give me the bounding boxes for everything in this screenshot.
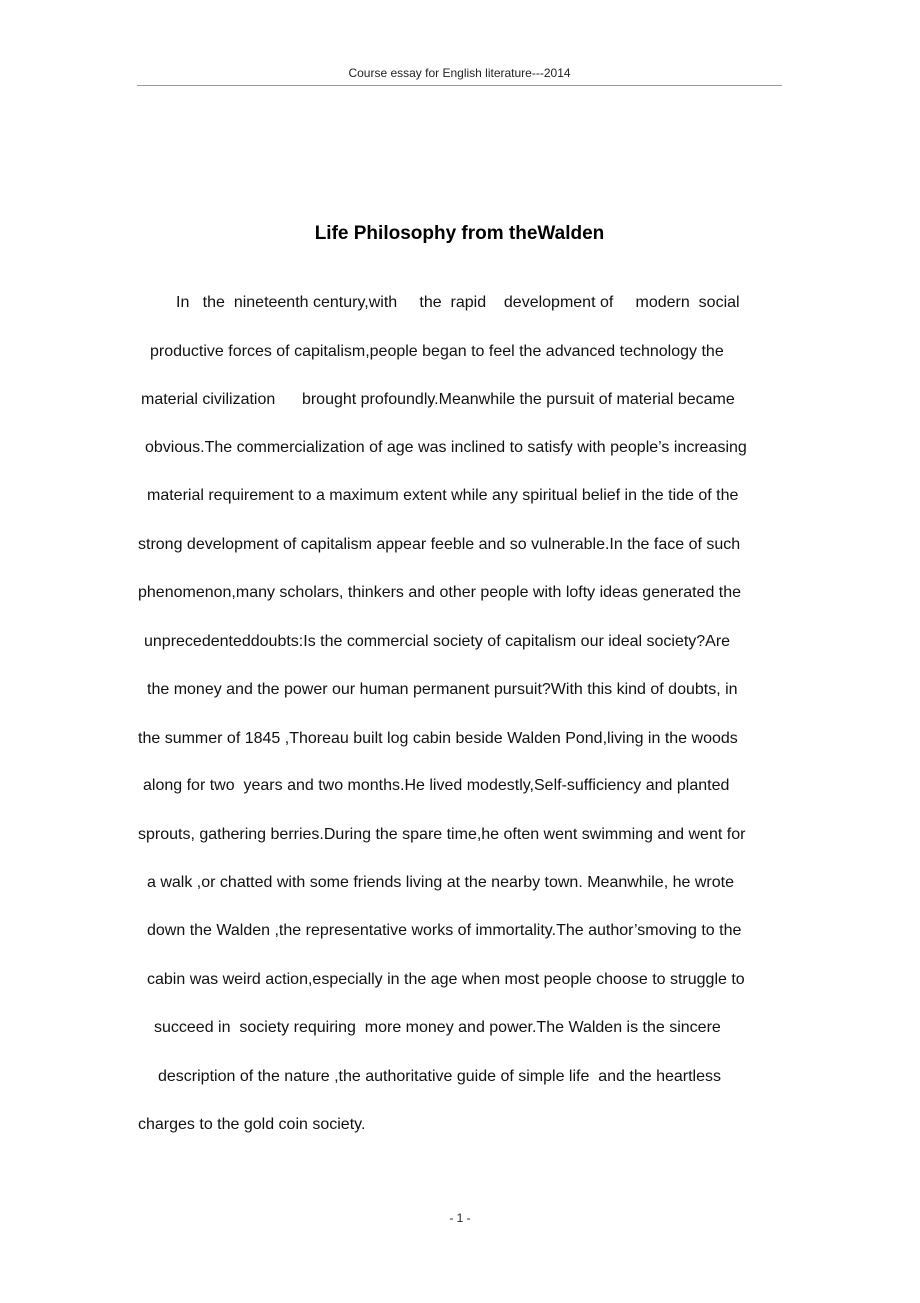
paragraph-line: productive forces of capitalism,people began to feel the advanced technology the [150,343,724,360]
page-number: - 1 - [449,1211,471,1225]
paragraph-line: phenomenon,many scholars, thinkers and other people with lofty ideas generated the [138,584,742,601]
paragraph-line: a walk ,or chatted with some friends living at the nearby town. Meanwhile, he wrote [147,874,734,891]
paragraph-line: the money and the power our human permanent pursuit?With this kind of doubts, in [147,681,738,698]
paragraph-line: In the nineteenth century,with the rapid development of modern social [176,294,740,311]
paragraph-line: down the Walden ,the representative works of immortality.The author’smoving to the [147,922,742,939]
paragraph-line: unprecedenteddoubts:Is the commercial society of capitalism our ideal society?Are [144,633,731,650]
paragraph-line: succeed in society requiring more money and power.The Walden is the sincere [154,1019,721,1036]
paragraph-line: obvious.The commercialization of age was inclined to satisfy with people’s increasing [145,439,747,456]
header-divider [137,85,782,86]
paragraph-line: charges to the gold coin society. [138,1116,366,1133]
paragraph-line: material civilization brought profoundly.Meanwhile the pursuit of material became [141,391,735,408]
paragraph-line: sprouts, gathering berries.During the spare time,he often went swimming and went for [138,826,746,843]
paragraph-line: along for two years and two months.He lived modestly,Self-sufficiency and planted [143,777,730,794]
paragraph-line: cabin was weird action,especially in the age when most people choose to struggle to [147,971,745,988]
running-header: Course essay for English literature---2014 [348,66,571,80]
paragraph-line: the summer of 1845 ,Thoreau built log cabin beside Walden Pond,living in the woods [138,730,738,747]
paragraph-line: material requirement to a maximum extent while any spiritual belief in the tide of the [147,487,739,504]
paragraph-line: description of the nature ,the authoritative guide of simple life and the heartless [158,1068,722,1085]
essay-title: Life Philosophy from theWalden [314,223,605,244]
paragraph-line: strong development of capitalism appear feeble and so vulnerable.In the face of such [138,536,741,553]
